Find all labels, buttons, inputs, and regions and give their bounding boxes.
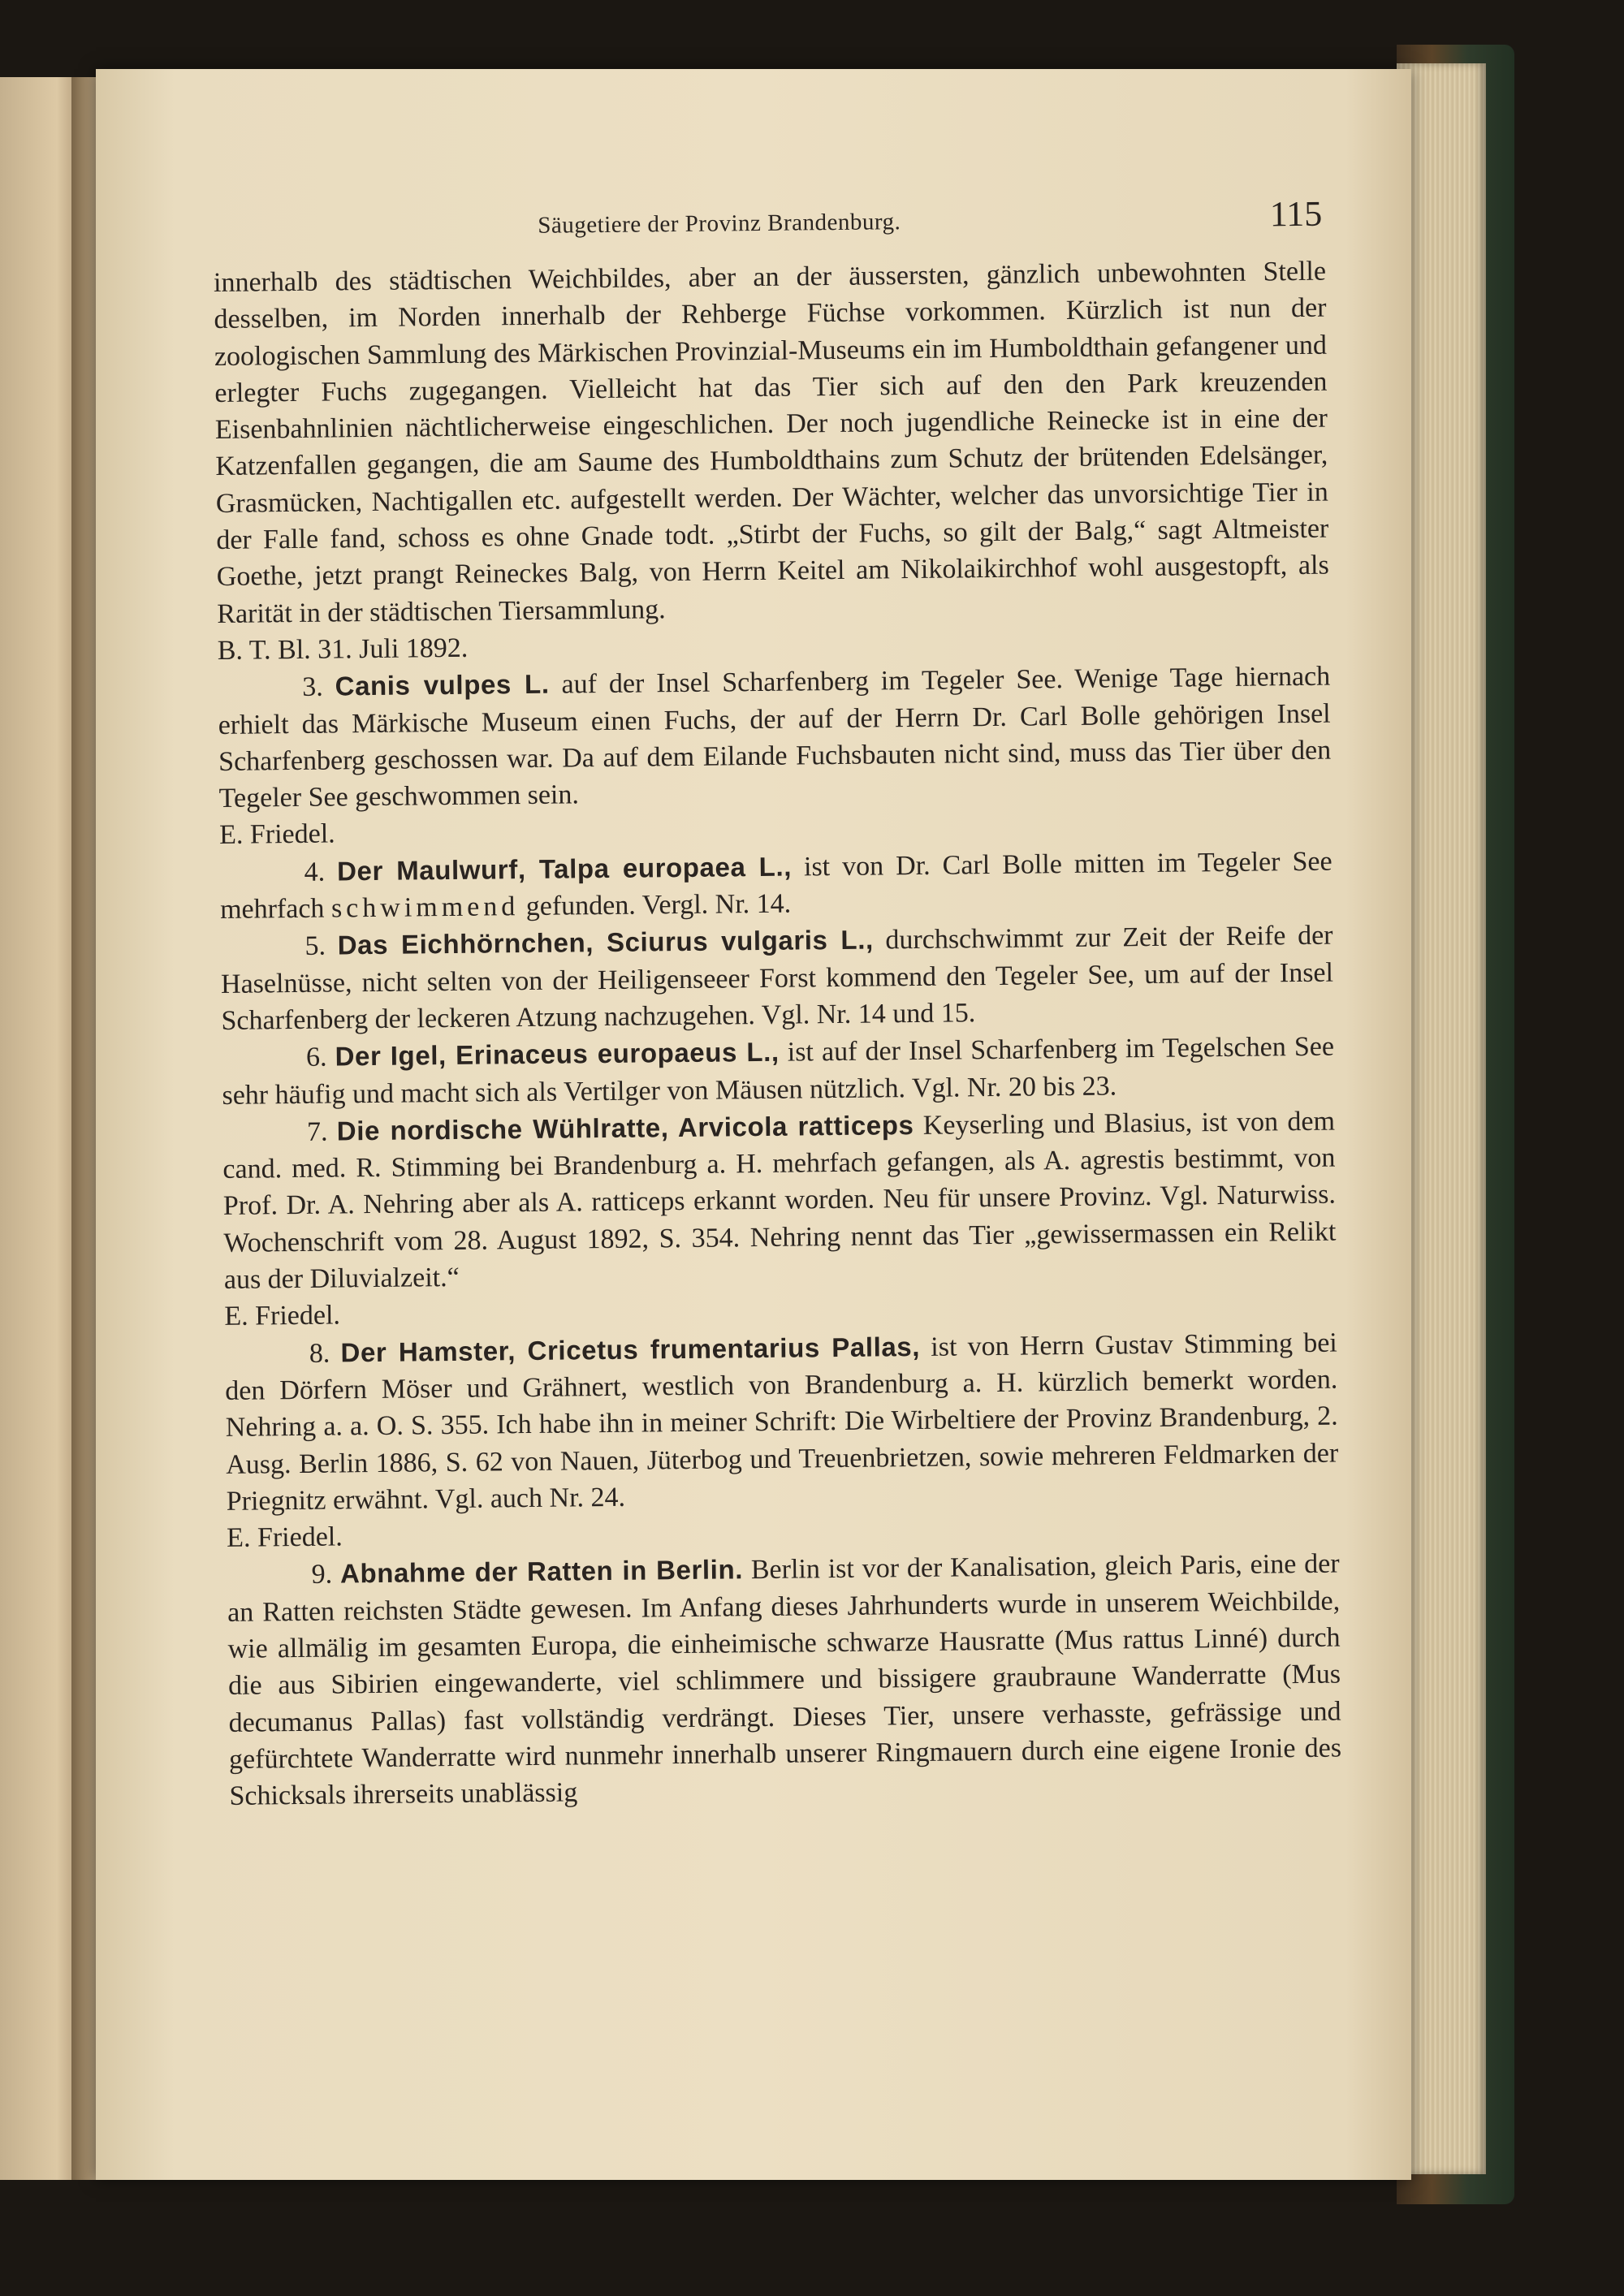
- body-text: [214, 253, 1342, 1815]
- left-page-edge: [0, 77, 81, 2180]
- page-content: [213, 193, 1342, 1815]
- running-title: Säugetiere der Provinz Brandenburg.: [538, 209, 901, 239]
- paragraph-fox-humboldthain: [214, 253, 1330, 632]
- entry-heading: Canis vulpes L.: [335, 668, 550, 701]
- entry-heading: Das Eichhörnchen, Sciurus vulgaris L.,: [337, 924, 874, 960]
- entry-7: [222, 1102, 1337, 1298]
- signature: E. Friedel.: [227, 1521, 343, 1554]
- entry-text: ist von Herrn Gustav Stimming bei den Dörfern Möser und Grähnert, westlich von Brandenburg a. H. kürzlich bemerkt worden. Nehring a. a. O. S. 355. Ich habe ihn in meiner Schrift: Die Wirbeltiere der Provinz Brandenburg, 2. Ausg. Berlin 1886, S. 62 von Nauen, Jüterbog und Treuenbrietzen, sowie mehreren Feldmarken der Priegnitz erwähnt. Vgl. auch Nr. 24.: [225, 1327, 1339, 1517]
- entry-number: 9.: [311, 1559, 333, 1590]
- entry-text: gefunden. Vergl. Nr. 14.: [525, 888, 792, 922]
- entry-heading: Die nordische Wühlratte, Arvicola ratticeps: [336, 1109, 914, 1146]
- entry-number: 3.: [302, 671, 323, 703]
- entry-text: ist von Dr. Carl Bolle mitten im Tegeler See mehrfach: [219, 846, 1332, 925]
- entry-heading: Der Igel, Erinaceus europaeus L.,: [335, 1036, 780, 1072]
- entry-text: Berlin ist vor der Kanalisation, gleich Paris, eine der an Ratten reichsten Städte gewesen. Im Anfang dieses Jahrhunderts wurde in unserem Weichbilde, wie allmälig im gesamten Europa, die einheimische schwarze Hausratte (Mus rattus Linné) durch die aus Sibirien eingewanderte, viel schlimmere und bissigere graubraune Wanderratte (Mus decumanus Pallas) fast vollständig verdrängt. Dieses Tier, unsere verhasste, gefrässige und gefürchtete Wanderratte wird nunmehr innerhalb unserer Ringmauern durch eine eigene Ironie des Schicksals ihrerseits unablässig: [227, 1548, 1342, 1812]
- entry-number: 6.: [305, 1042, 327, 1073]
- entry-text: Keyserling und Blasius, ist von dem cand. med. R. Stimming bei Brandenburg a. H. mehrfach gefangen, als A. agrestis bestimmt, von Prof. Dr. A. Nehring aber als A. ratticeps erkannt worden. Neu für unsere Provinz. Vgl. Naturwiss. Wochenschrift vom 28. August 1892, S. 354. Nehring nennt das Tier „gewissermassen ein Relikt aus der Diluvialzeit.“: [222, 1106, 1337, 1295]
- entry-5: [220, 917, 1333, 1039]
- entry-heading: Der Hamster, Cricetus frumentarius Pallas,: [340, 1331, 921, 1368]
- entry-text: durchschwimmt zur Zeit der Reife der Haselnüsse, nicht selten von der Heiligenseeer Forst kommend den Tegeler See, um auf der Insel Scharfenberg der leckeren Atzung nachzugehen. Vgl. Nr. 14 und 15.: [220, 920, 1334, 1036]
- entry-8: [225, 1323, 1339, 1520]
- signature: E. Friedel.: [224, 1300, 341, 1332]
- entry-number: 5.: [304, 930, 326, 962]
- entry-3: [218, 658, 1332, 818]
- entry-heading: Der Maulwurf, Talpa europaea L.,: [336, 851, 793, 887]
- paragraph-text: innerhalb des städtischen Weichbildes, aber an der äussersten, gänzlich unbewohnten Stelle desselben, im Norden innerhalb der Rehberge Füchse vorkommen. Kürzlich ist nun der zoologischen Sammlung des Märkischen Provinzial-Museums ein im Humboldthain gefangener und erlegter Fuchs zugegangen. Vielleicht hat das Tier sich auf den den Park kreuzenden Eisenbahnlinien nächtlicherweise eingeschlichen. Der noch jugendliche Reinecke ist in eine der Katzenfallen gegangen, die am Saume des Humboldthains zum Schutz der brütenden Edelsänger, Grasmücken, Nachtigallen etc. aufgestellt werden. Der Wächter, welcher das unvorsichtige Tier in der Falle fand, schoss es ohne Gnade todt. „Stirbt der Fuchs, so gilt der Balg,“ sagt Altmeister Goethe, jetzt prangt Reineckes Balg, von Herrn Keitel am Nikolaikirchhof wohl ausgestopft, als Rarität in der städtischen Tiersammlung.: [213, 256, 1329, 629]
- reference-text: B. T. Bl. 31. Juli 1892.: [217, 632, 469, 666]
- entry-number: 4.: [304, 857, 326, 887]
- entry-4: [219, 842, 1332, 928]
- emphasized-word: schwimmend: [330, 891, 520, 924]
- entry-text: ist auf der Insel Scharfenberg im Tegelschen See sehr häufig und macht sich als Vertilger von Mäusen nützlich. Vgl. Nr. 20 bis 23.: [222, 1031, 1335, 1111]
- entry-6: [222, 1028, 1335, 1114]
- entry-number: 7.: [306, 1116, 328, 1147]
- page-number: 115: [1269, 193, 1323, 235]
- entry-text: auf der Insel Scharfenberg im Tegeler See. Wenige Tage hiernach erhielt das Märkische Museum einen Fuchs, der auf der Herrn Dr. Carl Bolle gehörigen Insel Scharfenberg geschossen war. Da auf dem Eilande Fuchsbauten nicht sind, muss das Tier über den Tegeler See geschwommen sein.: [218, 661, 1332, 814]
- entry-heading: Abnahme der Ratten in Berlin.: [339, 1554, 744, 1589]
- signature: E. Friedel.: [218, 818, 335, 851]
- entry-9: [227, 1545, 1341, 1815]
- entry-number: 8.: [309, 1338, 330, 1369]
